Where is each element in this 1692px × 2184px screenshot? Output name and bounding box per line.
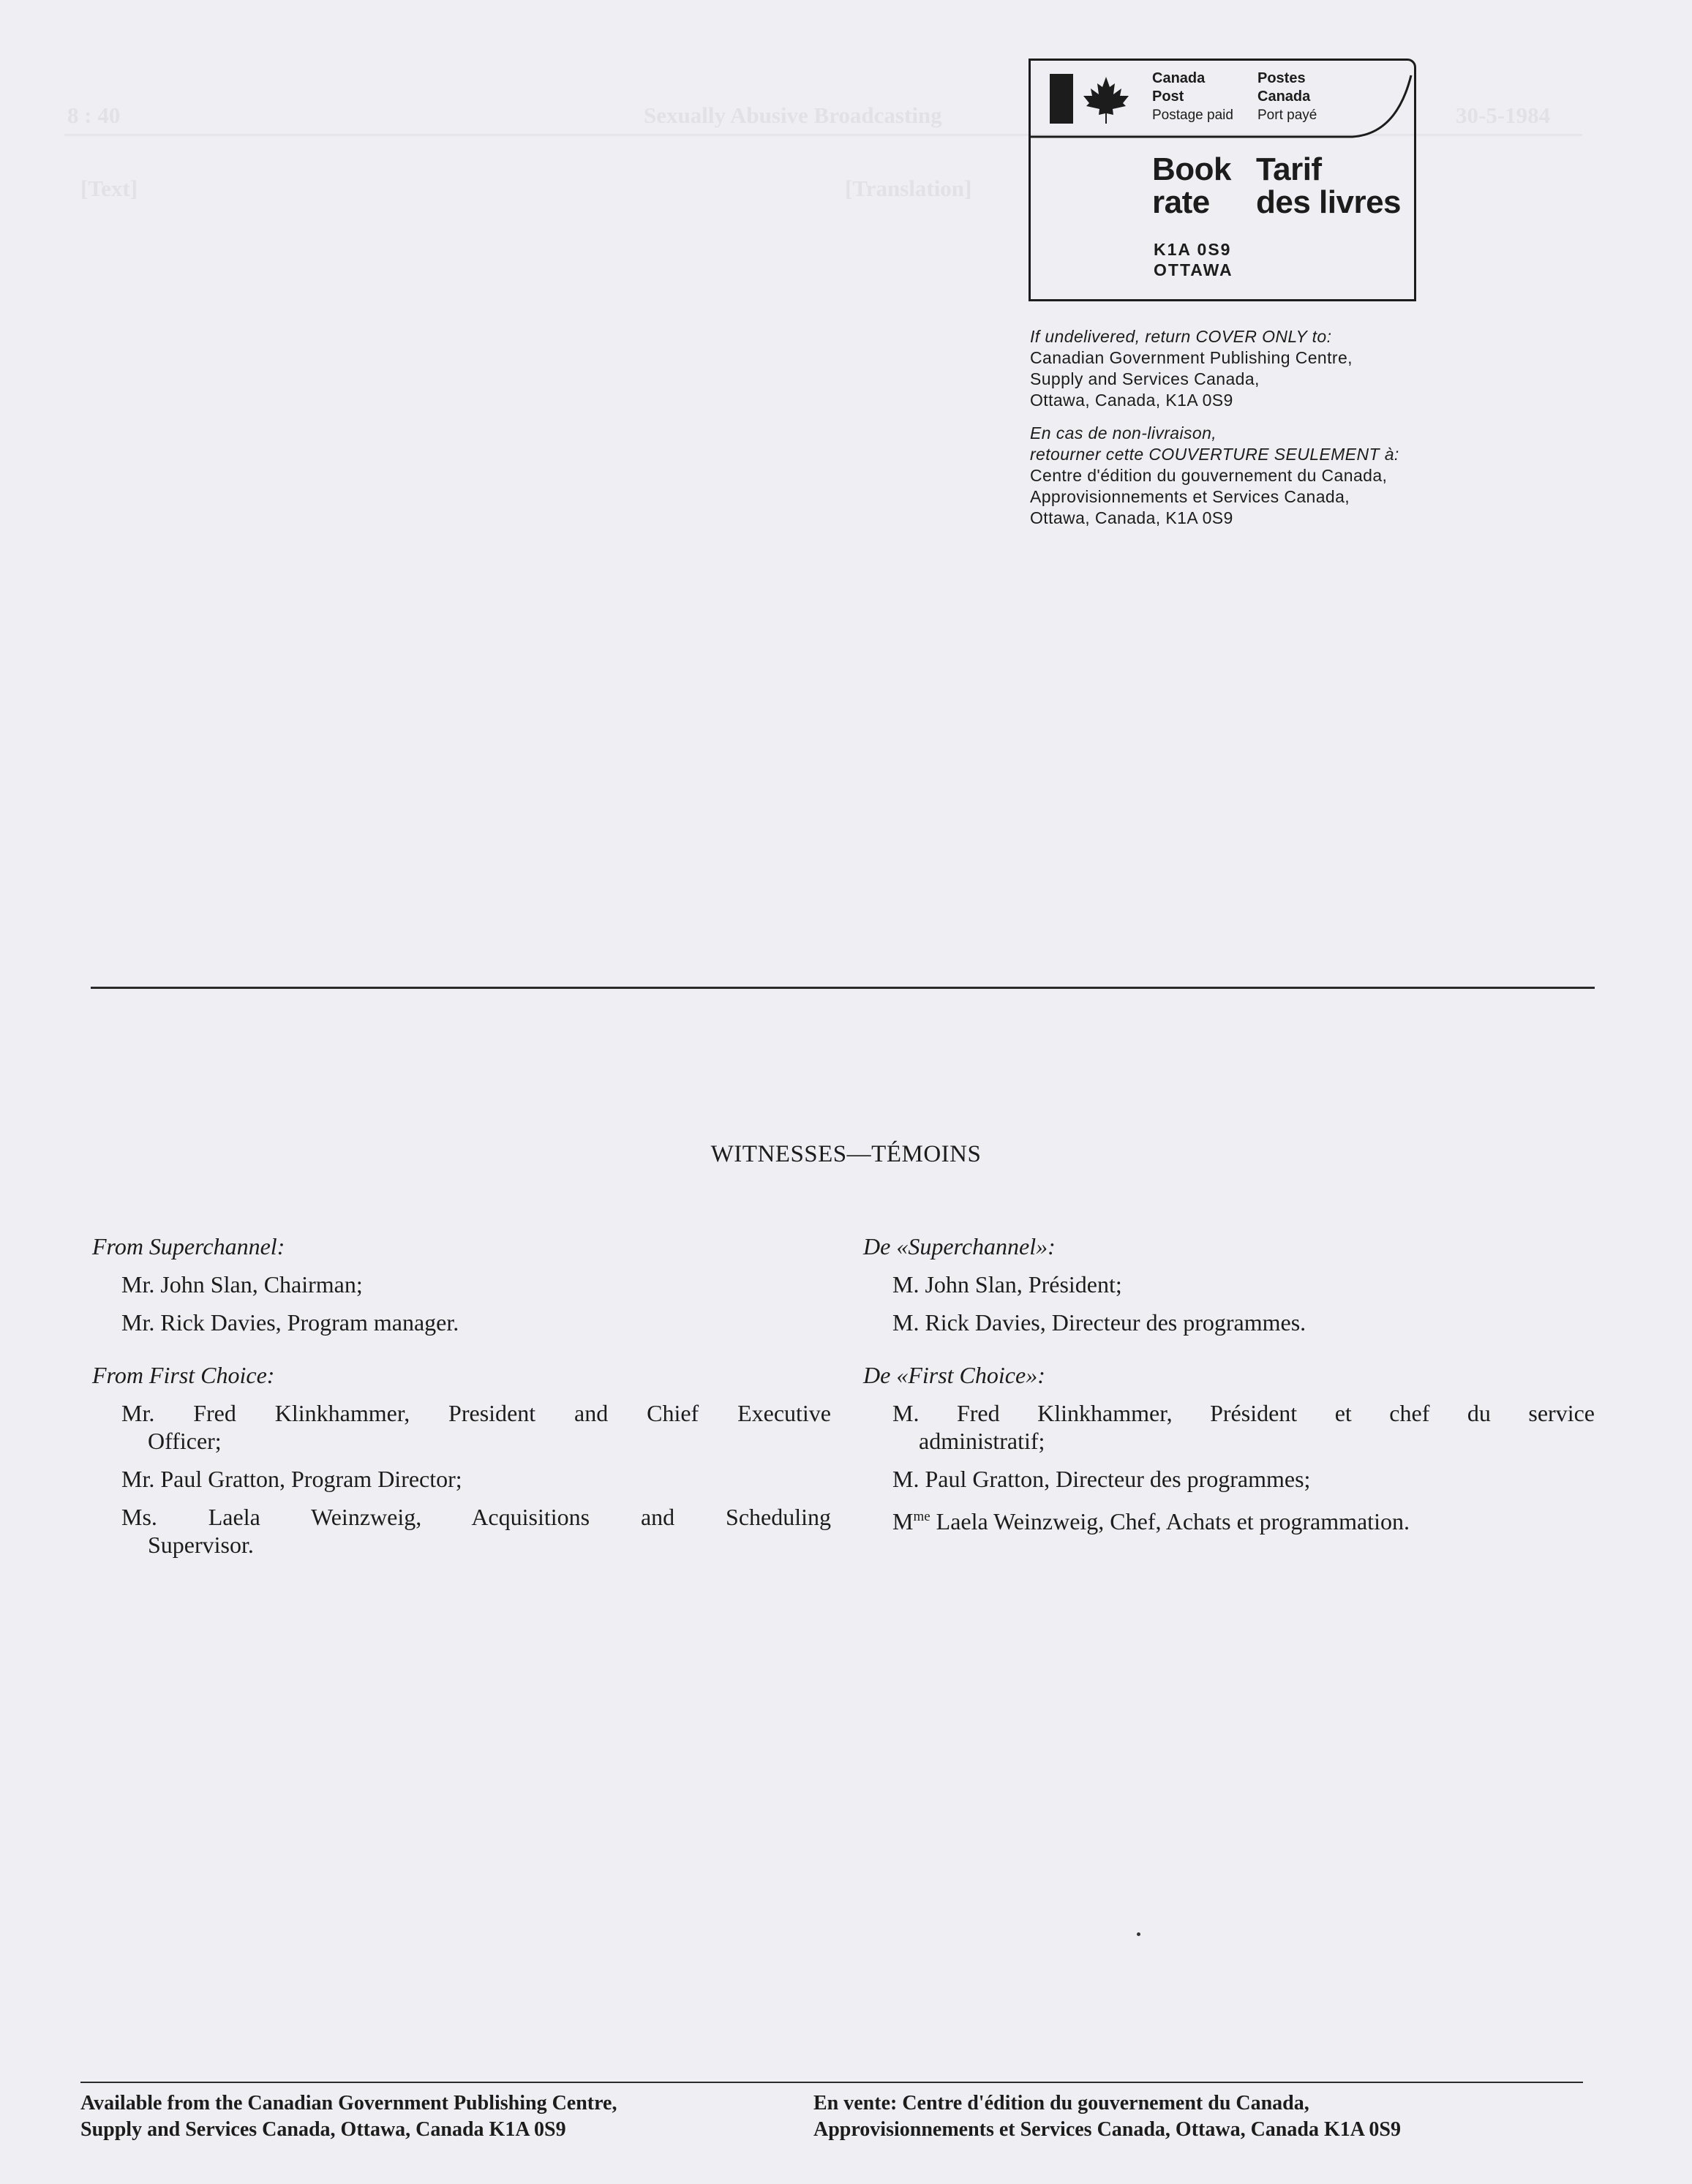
witness-entry: Mr. John Slan, Chairman; — [121, 1271, 363, 1298]
translation-label: [Translation] — [845, 176, 972, 201]
witness-entry: Mr. Fred Klinkhammer, President and Chief Executive Officer; — [121, 1400, 831, 1454]
superchannel-heading: From Superchannel: — [92, 1233, 285, 1259]
text-label: [Text] — [80, 176, 138, 201]
stray-dot — [1137, 1932, 1140, 1936]
superchannel-heading-fr: De «Superchannel»: — [863, 1233, 1056, 1259]
book-rate-en: Book rate — [1152, 151, 1231, 220]
canada-post-en: Canada Post Postage paid — [1152, 70, 1233, 123]
section-divider — [91, 987, 1595, 989]
witness-entry-fr: M. Fred Klinkhammer, Président et chef du service administratif; — [892, 1400, 1595, 1454]
witness-entry: Ms. Laela Weinzweig, Acquisitions and Scheduling Supervisor. — [121, 1504, 831, 1558]
witness-entry-fr: M. John Slan, Président; — [892, 1271, 1122, 1298]
return-address-fr: En cas de non-livraison, retourner cette COUVERTURE SEULEMENT à: Centre d'édition du gouvernement du Canada, Approvisionnements et Services Canada, Ottawa, Canada, K1A 0S9 — [1030, 423, 1399, 527]
flag-bar — [1050, 74, 1073, 124]
footer-en: Available from the Canadian Government Publishing Centre, Supply and Services Canada, Ottawa, Canada K1A 0S9 — [80, 2092, 617, 2141]
witnesses-title: WITNESSES—TÉMOINS — [710, 1141, 982, 1167]
postage-indicia — [1029, 59, 1416, 301]
witness-entry-fr: M. Rick Davies, Directeur des programmes. — [892, 1309, 1306, 1336]
witness-entry-fr: M. Paul Gratton, Directeur des programmes; — [892, 1466, 1311, 1492]
maple-leaf-icon — [1080, 74, 1132, 125]
running-title: Sexually Abusive Broadcasting — [644, 102, 942, 128]
footer-rule — [80, 2082, 1583, 2083]
witness-entry: Mr. Rick Davies, Program manager. — [121, 1309, 459, 1336]
witness-entry-fr: $M^{me}$ Laela Weinzweig, Chef, Achats et programmation. — [892, 1508, 1410, 1535]
first-choice-heading-fr: De «First Choice»: — [863, 1362, 1045, 1388]
witness-entry: Mr. Paul Gratton, Program Director; — [121, 1466, 462, 1492]
return-address-en: If undelivered, return COVER ONLY to: Canadian Government Publishing Centre, Supply and Services Canada, Ottawa, Canada, K1A 0S9 — [1030, 327, 1353, 410]
footer-fr: En vente: Centre d'édition du gouvernement du Canada, Approvisionnements et Services Canada, Ottawa, Canada K1A 0S9 — [813, 2092, 1401, 2141]
page-number: 8 : 40 — [67, 102, 121, 128]
book-rate-fr: Tarif des livres — [1256, 151, 1402, 220]
postes-canada-fr: Postes Canada Port payé — [1257, 70, 1317, 123]
running-date: 30-5-1984 — [1456, 102, 1551, 128]
indicia-code: K1A 0S9 OTTAWA — [1154, 240, 1233, 279]
witnesses-english — [92, 1232, 831, 1569]
first-choice-heading: From First Choice: — [92, 1362, 275, 1388]
witnesses-french — [863, 1232, 1595, 1545]
